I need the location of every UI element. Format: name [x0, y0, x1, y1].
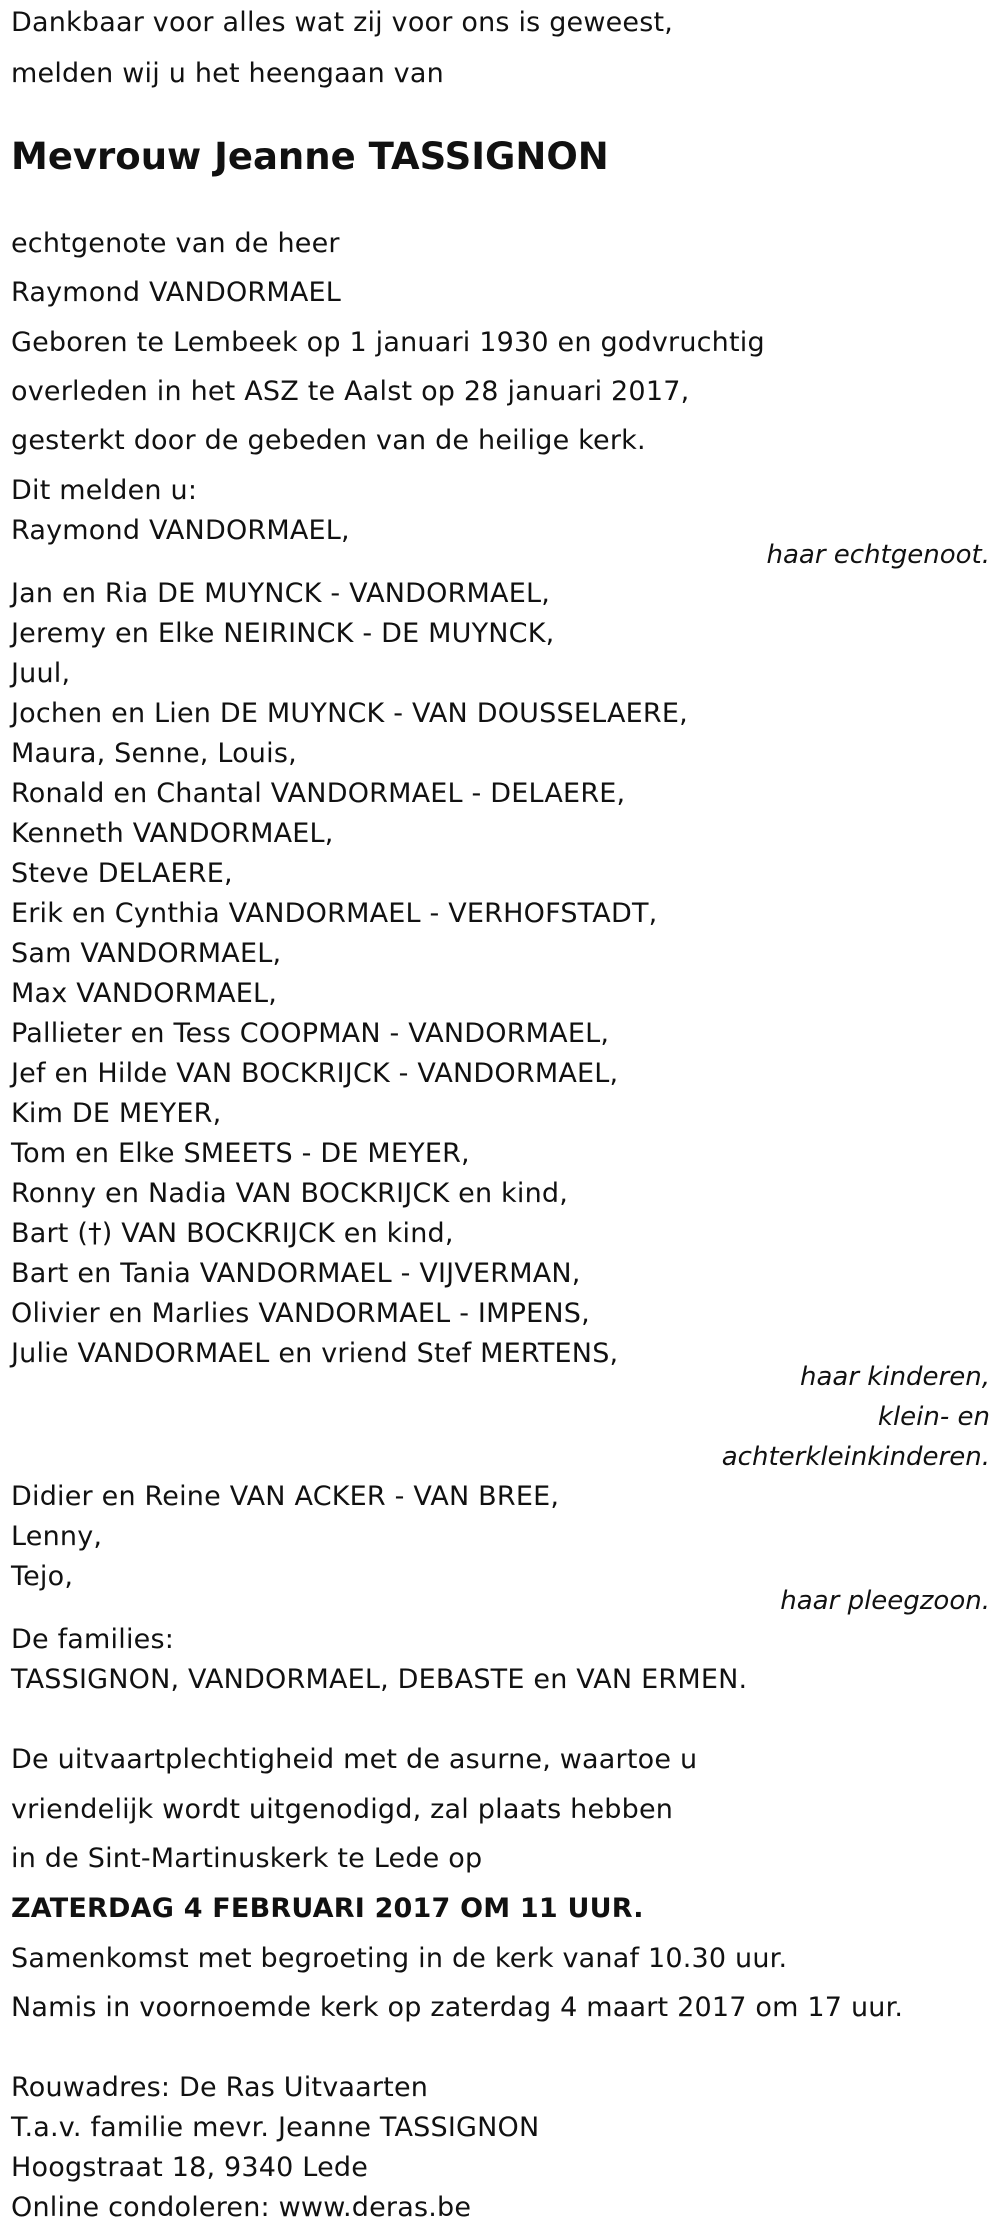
- list-item: Ronny en Nadia VAN BOCKRIJCK en kind,: [11, 1178, 569, 1209]
- list-item: Jeremy en Elke NEIRINCK - DE MUYNCK,: [11, 618, 555, 649]
- list-item: Jan en Ria DE MUYNCK - VANDORMAEL,: [11, 578, 551, 609]
- list-item: Max VANDORMAEL,: [11, 978, 278, 1009]
- list-item: Ronald en Chantal VANDORMAEL - DELAERE,: [11, 778, 626, 809]
- spouse-label: echtgenote van de heer: [11, 228, 340, 259]
- list-item: Bart (†) VAN BOCKRIJCK en kind,: [11, 1218, 454, 1249]
- list-item: Sam VANDORMAEL,: [11, 938, 282, 969]
- children-role-2: klein- en: [877, 1402, 990, 1432]
- husband-name: Raymond VANDORMAEL,: [11, 515, 350, 546]
- list-item: Jochen en Lien DE MUYNCK - VAN DOUSSELAERE,: [11, 698, 688, 729]
- list-item: Jef en Hilde VAN BOCKRIJCK - VANDORMAEL,: [11, 1058, 619, 1089]
- list-item: Juul,: [11, 658, 71, 689]
- list-item: Kim DE MEYER,: [11, 1098, 222, 1129]
- address-line-2: T.a.v. familie mevr. Jeanne TASSIGNON: [11, 2112, 540, 2143]
- intro-line-2: melden wij u het heengaan van: [11, 58, 444, 89]
- address-line-1: Rouwadres: De Ras Uitvaarten: [11, 2072, 429, 2103]
- foster-line-1: Didier en Reine VAN ACKER - VAN BREE,: [11, 1481, 560, 1512]
- life-line-3: gesterkt door de gebeden van de heilige kerk.: [11, 425, 646, 456]
- ceremony-mass: Namis in voornoemde kerk op zaterdag 4 maart 2017 om 17 uur.: [11, 1992, 904, 2023]
- list-item: Erik en Cynthia VANDORMAEL - VERHOFSTADT,: [11, 898, 658, 929]
- life-line-2: overleden in het ASZ te Aalst op 28 januari 2017,: [11, 376, 690, 407]
- foster-line-3: Tejo,: [11, 1561, 74, 1592]
- list-item: Pallieter en Tess COOPMAN - VANDORMAEL,: [11, 1018, 610, 1049]
- husband-role: haar echtgenoot.: [766, 540, 990, 570]
- foster-role: haar pleegzoon.: [780, 1586, 990, 1616]
- intro-line-1: Dankbaar voor alles wat zij voor ons is geweest,: [11, 7, 674, 38]
- list-item: Olivier en Marlies VANDORMAEL - IMPENS,: [11, 1298, 590, 1329]
- children-role-1: haar kinderen,: [800, 1362, 990, 1392]
- families-names: TASSIGNON, VANDORMAEL, DEBASTE en VAN ERMEN.: [11, 1664, 748, 1695]
- address-line-3: Hoogstraat 18, 9340 Lede: [11, 2152, 369, 2183]
- spouse-name: Raymond VANDORMAEL: [11, 277, 342, 308]
- life-line-1: Geboren te Lembeek op 1 januari 1930 en godvruchtig: [11, 327, 765, 358]
- list-item: Bart en Tania VANDORMAEL - VIJVERMAN,: [11, 1258, 581, 1289]
- foster-line-2: Lenny,: [11, 1521, 103, 1552]
- list-item: Julie VANDORMAEL en vriend Stef MERTENS,: [11, 1338, 619, 1369]
- list-item: Steve DELAERE,: [11, 858, 233, 889]
- list-item: Tom en Elke SMEETS - DE MEYER,: [11, 1138, 470, 1169]
- ceremony-line-1: De uitvaartplechtigheid met de asurne, waartoe u: [11, 1744, 698, 1775]
- ceremony-date: ZATERDAG 4 FEBRUARI 2017 OM 11 UUR.: [11, 1893, 644, 1924]
- children-role-3: achterkleinkinderen.: [721, 1442, 990, 1472]
- announce-label: Dit melden u:: [11, 475, 198, 506]
- ceremony-gathering: Samenkomst met begroeting in de kerk vanaf 10.30 uur.: [11, 1943, 788, 1974]
- ceremony-line-3: in de Sint-Martinuskerk te Lede op: [11, 1843, 483, 1874]
- ceremony-line-2: vriendelijk wordt uitgenodigd, zal plaats hebben: [11, 1794, 674, 1825]
- deceased-name: Mevrouw Jeanne TASSIGNON: [11, 135, 609, 178]
- list-item: Maura, Senne, Louis,: [11, 738, 297, 769]
- list-item: Kenneth VANDORMAEL,: [11, 818, 334, 849]
- families-label: De families:: [11, 1624, 175, 1655]
- address-line-4: Online condoleren: www.deras.be: [11, 2192, 472, 2223]
